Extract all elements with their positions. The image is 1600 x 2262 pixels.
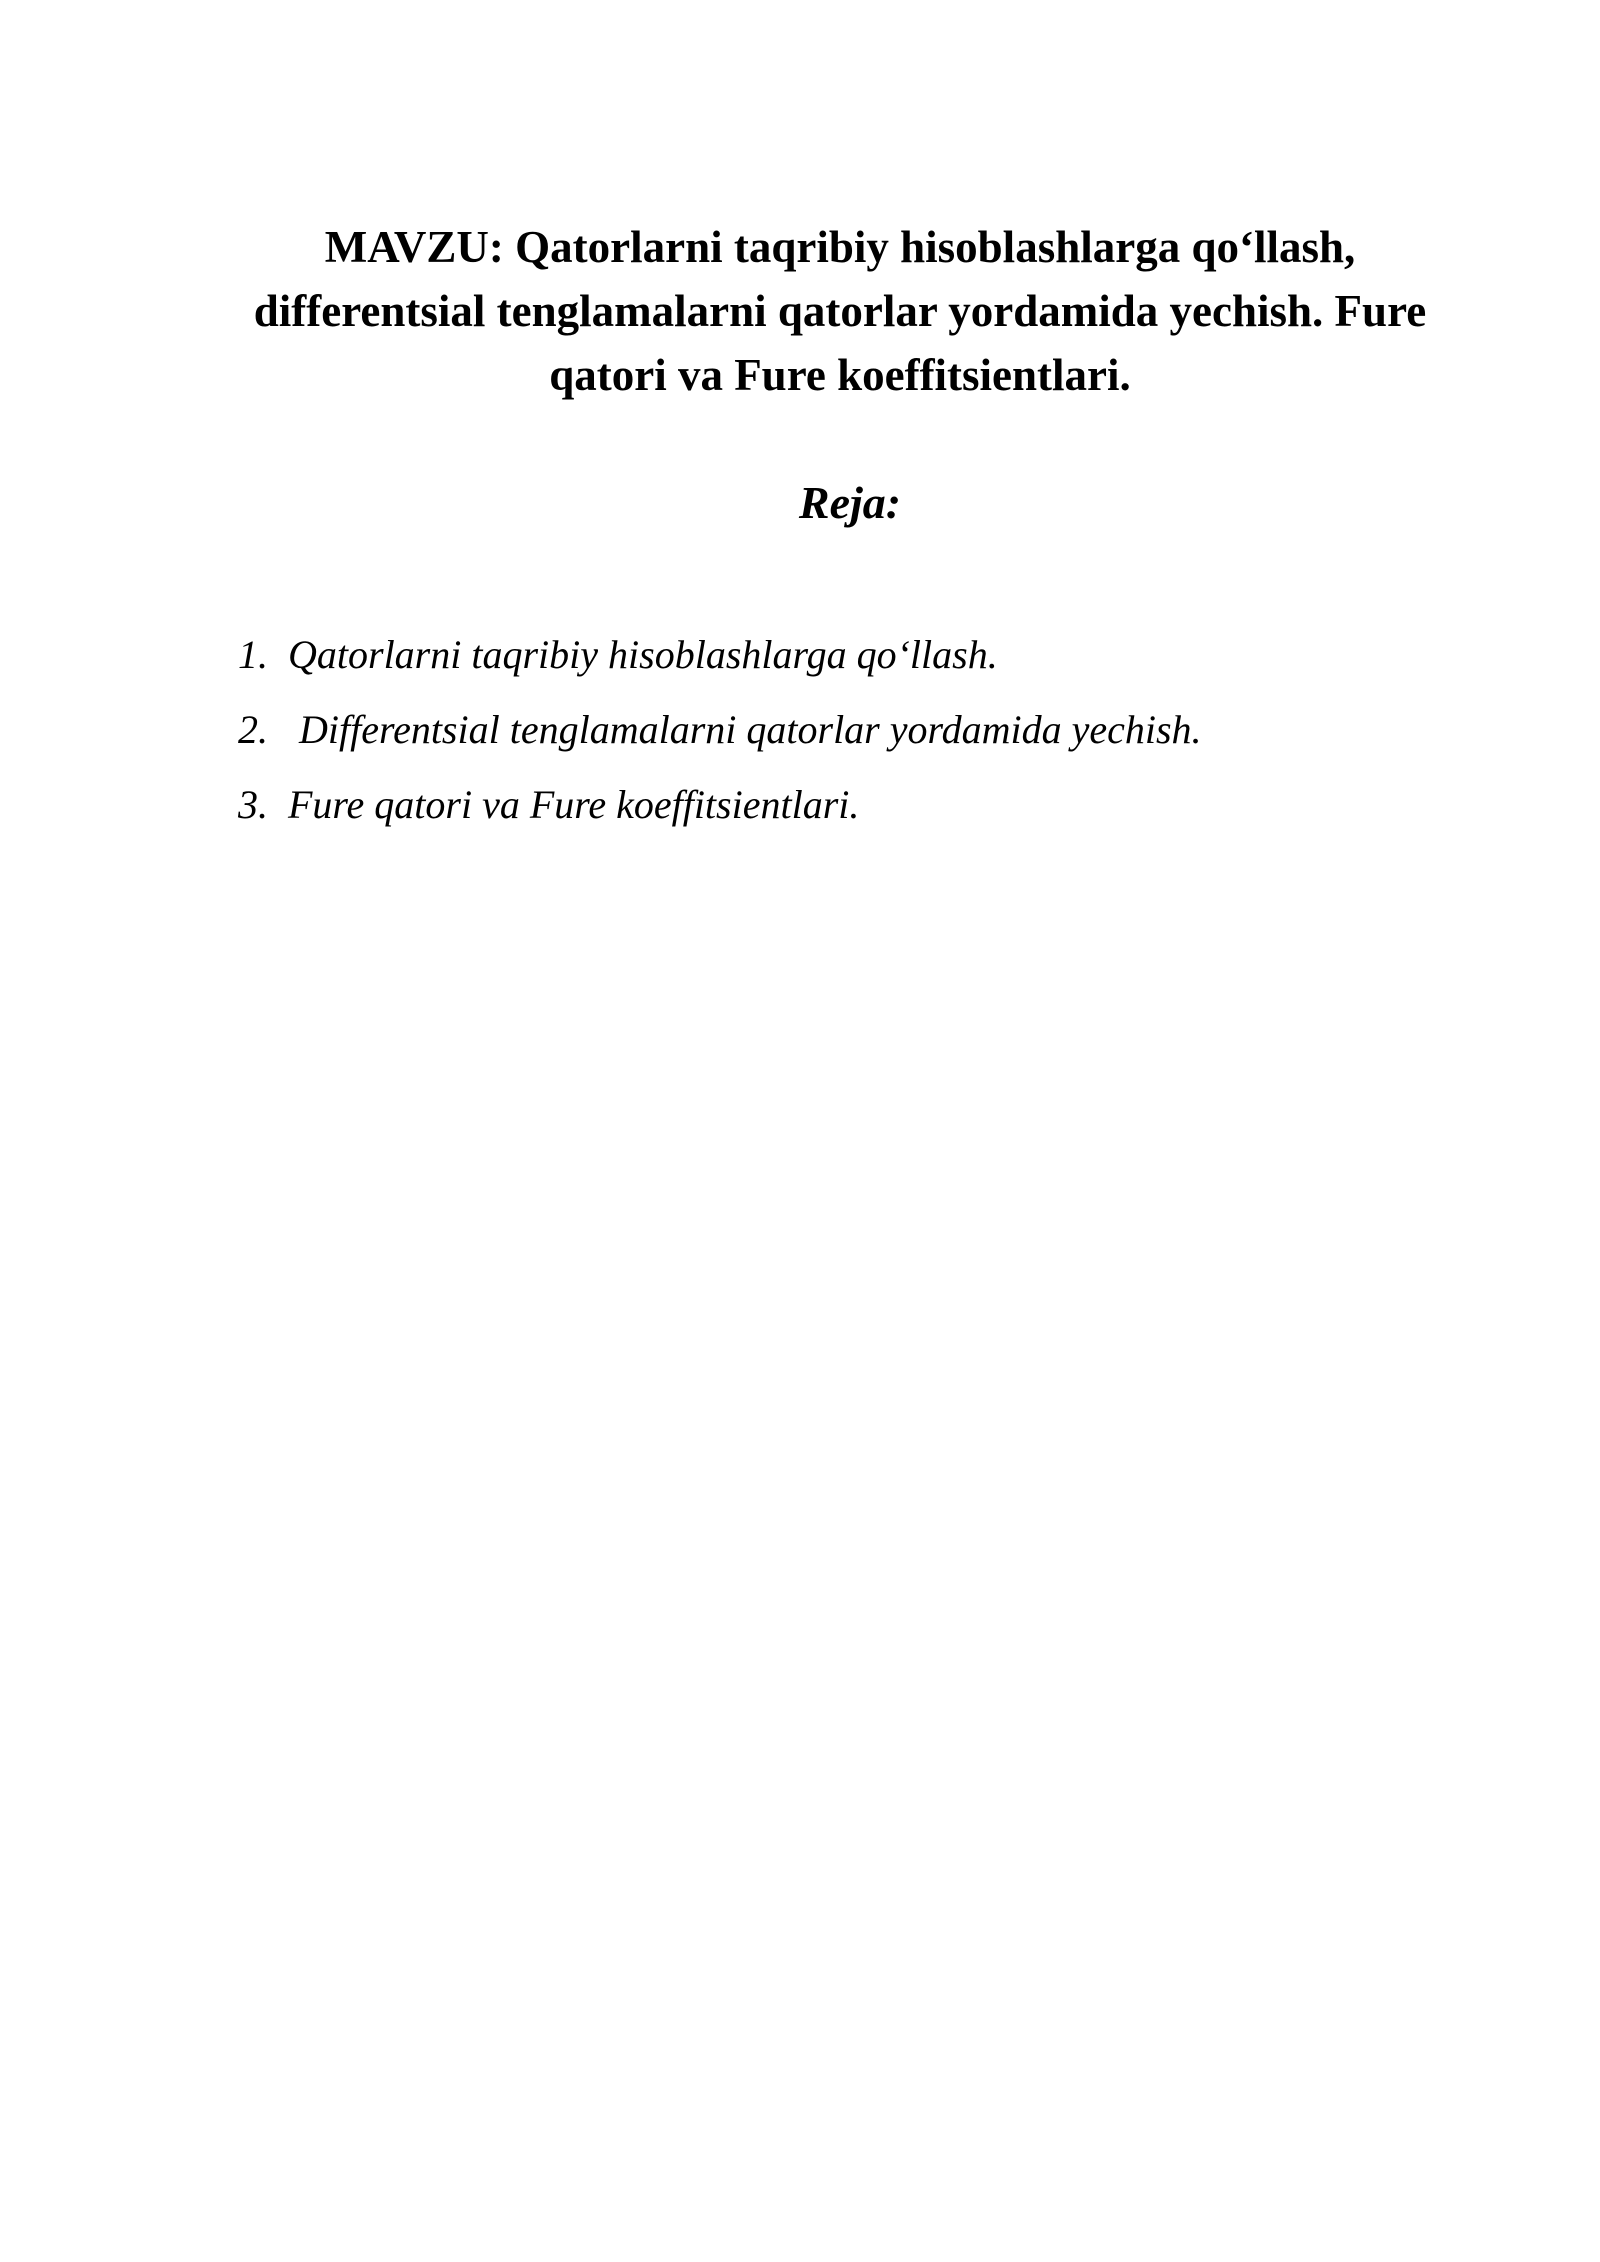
plan-item-number: 2.: [238, 707, 268, 752]
plan-item: [238, 777, 1438, 852]
plan-heading: Reja:: [798, 477, 902, 528]
plan-item-text: Differentsial tenglamalarni qatorlar yordamida yechish.: [299, 707, 1202, 752]
title-line-3: qatori va Fure koeffitsientlari.: [549, 350, 1131, 400]
plan-item-text: Qatorlarni taqribiy hisoblashlarga qo‘llash.: [288, 632, 998, 677]
plan-item-text: Fure qatori va Fure koeffitsientlari.: [288, 782, 860, 827]
plan-item: [238, 627, 1438, 702]
title-line-2: differentsial tenglamalarni qatorlar yordamida yechish. Fure: [253, 286, 1427, 336]
plan-list: [238, 627, 1438, 852]
document-title: [190, 215, 1490, 407]
title-line-1: MAVZU: Qatorlarni taqribiy hisoblashlarga qo‘llash,: [324, 222, 1356, 272]
plan-item: [238, 702, 1438, 777]
plan-item-number: 3.: [238, 782, 268, 827]
plan-item-number: 1.: [238, 632, 268, 677]
